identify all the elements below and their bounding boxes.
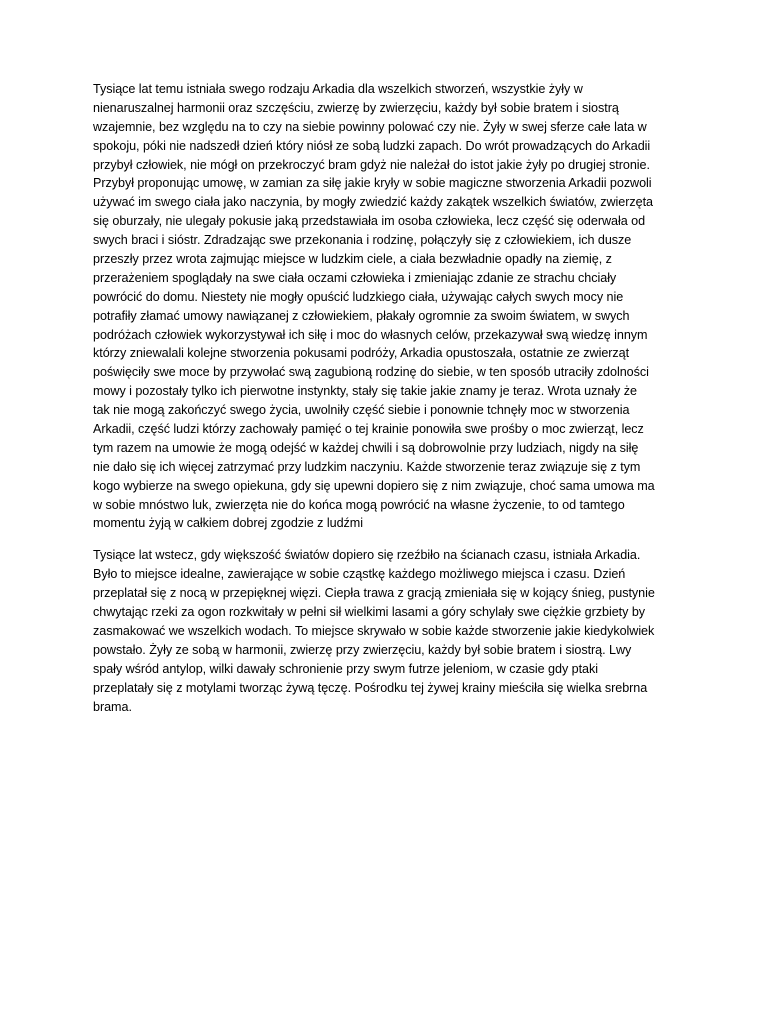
text-line: powrócić do domu. Niestety nie mogły opuścić ludzkiego ciała, używając całych swych mocy nie xyxy=(93,289,624,304)
text-line: spały wśród antylop, wilki dawały schronienie przy swym futrze jeleniom, w czasie gdy ptaki xyxy=(93,661,598,676)
document-body xyxy=(93,80,675,729)
text-line: Arkadii, część ludzi którzy zachowały pamięć o tej krainie ponowiła swe prośby o moc zwierząt, lecz xyxy=(93,422,644,437)
text-line: swych braci i sióstr. Zdradzając swe przekonania i rodzinę, połączyły się z człowiekiem, ich dusze xyxy=(93,233,632,248)
text-line: się oburzały, nie ulegały pokusie jaką przedstawiała im osoba człowieka, lecz część się oderwała od xyxy=(93,214,646,229)
paragraph-1 xyxy=(93,80,675,533)
text-line: momentu żyją w całkiem dobrej zgodzie z ludźmi xyxy=(93,516,363,531)
text-line: Tysiące lat temu istniała swego rodzaju Arkadia dla wszelkich stworzeń, wszystkie żyły w xyxy=(93,82,583,96)
text-line: przeszły przez wrota zajmując miejsce w ludzkim ciele, a ciała bezwładnie opadły na ziemię, z xyxy=(93,252,612,267)
text-line: spokoju, póki nie nadszedł dzień który niósł ze sobą ludzki zapach. Do wrót prowadzących do Arkadii xyxy=(93,138,651,153)
text-line: przeplatał się z nocą w przepięknej więzi. Ciepła trawa z gracją zmieniała się w kojący śnieg, pustynie xyxy=(93,586,655,601)
text-line: tym razem na umowie że mogą odejść w każdej chwili i są dobrowolnie przy ludziach, nigdy na siłę xyxy=(93,440,639,455)
text-line: w sobie mnóstwo luk, zwierzęta nie do końca mogą powrócić na własne życzenie, to od tamtego xyxy=(93,497,625,512)
text-line: nienaruszalnej harmonii oraz szczęściu, zwierzę by zwierzęciu, każdy był sobie bratem i siostrą xyxy=(93,100,619,115)
text-line: kogo wybierze na swego opiekuna, gdy się upewni dopiero się z nim związuje, choć sama umowa ma xyxy=(93,478,655,493)
text-line: którzy zniewalali kolejne stworzenia pokusami podróży, Arkadia opustoszała, ostatnie ze zwierząt xyxy=(93,346,630,361)
text-line: tak nie mogą zakończyć swego życia, uwolniły część siebie i ponownie tchnęły moc w stworzenia xyxy=(93,403,630,418)
text-line: wzajemnie, bez względu na to czy na siebie powinny polować czy nie. Żyły w swej sferze całe lata w xyxy=(93,119,647,134)
paragraph-2 xyxy=(93,546,675,716)
text-line: przeplatały się z motylami tworząc żywą tęczę. Pośrodku tej żywej krainy mieściła się wielka srebrna xyxy=(93,680,648,695)
text-line: przybył człowiek, nie mógł on przekroczyć bram gdyż nie należał do istot jakie żyły po drugiej stronie. xyxy=(93,157,650,172)
text-line: podróżach człowiek wykorzystywał ich siłę i moc do własnych celów, przekazywał swą wiedzę innym xyxy=(93,327,648,342)
text-line: poświęciły swe moce by przywołać swą zagubioną rodzinę do siebie, w ten sposób utraciły zdolności xyxy=(93,365,649,380)
text-line: potrafiły złamać umowy nawiązanej z człowiekiem, płakały ogromnie za swoim światem, w swych xyxy=(93,308,630,323)
text-line: brama. xyxy=(93,699,132,714)
text-line: powstało. Żyły ze sobą w harmonii, zwierzę przy zwierzęciu, każdy był sobie bratem i siostrą. Lwy xyxy=(93,642,632,657)
text-line: Przybył proponując umowę, w zamian za siłę jakie kryły w sobie magiczne stworzenia Arkadii pozwoli xyxy=(93,176,652,191)
text-line: nie dało się ich więcej zatrzymać przy ludzkim naczyniu. Każde stworzenie teraz związuje się z tym xyxy=(93,459,641,474)
text-line: chwytając rzeki za ogon rozkwitały w pełni sił wielkimi lasami a góry schylały swe ciężkie grzbiety by xyxy=(93,605,646,620)
text-line: Tysiące lat wstecz, gdy większość światów dopiero się rzeźbiło na ścianach czasu, istniała Arkadia. xyxy=(93,548,641,563)
text-line: zasmakować we wszelkich wodach. To miejsce skrywało w sobie każde stworzenie jakie kiedykolwiek xyxy=(93,623,655,638)
text-line: przerażeniem spoglądały na swe ciała oczami człowieka i zmieniając zdanie ze strachu chciały xyxy=(93,270,617,285)
text-line: mowy i pozostały tylko ich pierwotne instynkty, stały się takie jakie znamy je teraz. Wrota uznały że xyxy=(93,384,637,399)
text-line: Było to miejsce idealne, zawierające w sobie cząstkę każdego możliwego miejsca i czasu. Dzień xyxy=(93,567,626,582)
text-line: używać im swego ciała jako naczynia, by mogły zwiedzić każdy zakątek wszelkich światów, zwierzęta xyxy=(93,195,653,210)
